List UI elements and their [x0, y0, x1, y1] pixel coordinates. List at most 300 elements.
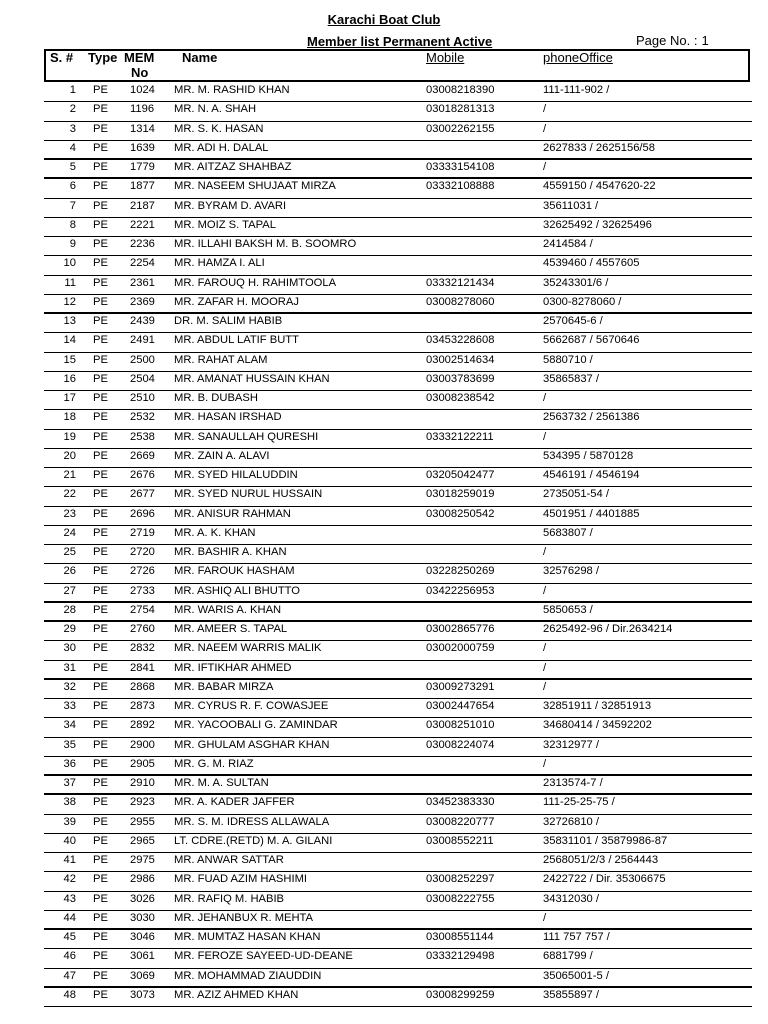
cell-serial-number: 48	[63, 988, 76, 1001]
cell-serial-number: 24	[63, 526, 76, 539]
cell-phone-office: 111-25-25-75 /	[543, 796, 615, 809]
cell-name: MR. A. K. KHAN	[174, 526, 256, 539]
table-row	[44, 584, 752, 603]
cell-serial-number: 31	[63, 661, 76, 674]
cell-member-number: 2923	[130, 796, 155, 809]
cell-phone-office: 2627833 / 2625156/58	[543, 141, 655, 154]
cell-member-number: 2910	[130, 777, 155, 789]
cell-member-number: 2905	[130, 757, 155, 770]
cell-member-number: 2532	[130, 411, 155, 424]
column-header-mem: MEM	[124, 50, 155, 65]
cell-phone-office: 32576298 /	[543, 565, 599, 578]
cell-serial-number: 26	[63, 565, 76, 578]
cell-type: PE	[93, 161, 108, 173]
cell-serial-number: 39	[63, 815, 76, 828]
cell-phone-office: 32312977 /	[543, 738, 599, 751]
cell-serial-number: 1	[69, 84, 76, 96]
cell-member-number: 2873	[130, 700, 155, 712]
cell-name: MR. NAEEM WARRIS MALIK	[174, 642, 322, 655]
cell-type: PE	[93, 931, 108, 943]
table-row	[44, 911, 752, 930]
table-row	[44, 410, 752, 429]
cell-type: PE	[93, 392, 108, 404]
cell-member-number: 1196	[130, 103, 155, 116]
cell-mobile: 03008220777	[426, 815, 495, 828]
cell-member-number: 2733	[130, 584, 155, 597]
cell-phone-office: 111-111-902 /	[543, 84, 610, 96]
cell-phone-office: /	[543, 546, 547, 558]
table-row	[44, 853, 752, 872]
cell-mobile: 03008552211	[426, 834, 494, 847]
cell-mobile: 03008278060	[426, 295, 495, 308]
cell-phone-office: /	[543, 680, 547, 693]
cell-phone-office: 4501951 / 4401885	[543, 507, 640, 520]
cell-phone-office: 32625492 / 32625496	[543, 218, 652, 231]
cell-member-number: 2986	[130, 873, 155, 886]
cell-phone-office: 0300-8278060 /	[543, 295, 622, 308]
cell-phone-office: 2570645-6 /	[543, 315, 603, 327]
table-row	[44, 507, 752, 526]
cell-serial-number: 38	[63, 796, 76, 809]
cell-type: PE	[93, 988, 108, 1001]
table-row	[44, 969, 752, 988]
cell-phone-office: 32726810 /	[543, 815, 599, 828]
cell-serial-number: 2	[69, 103, 76, 116]
cell-type: PE	[93, 180, 108, 193]
cell-name: MR. HAMZA I. ALI	[174, 257, 265, 270]
cell-serial-number: 45	[63, 931, 76, 943]
cell-phone-office: 2735051-54 /	[543, 488, 609, 501]
table-row	[44, 256, 752, 275]
table-row	[44, 102, 752, 121]
cell-type: PE	[93, 526, 108, 539]
cell-serial-number: 13	[63, 315, 76, 327]
cell-name: MR. M. RASHID KHAN	[174, 84, 290, 96]
cell-phone-office: /	[543, 103, 547, 116]
cell-member-number: 3030	[130, 911, 155, 924]
cell-name: MR. SYED NURUL HUSSAIN	[174, 488, 323, 501]
table-row	[44, 738, 752, 757]
cell-type: PE	[93, 738, 108, 751]
cell-name: MR. ABDUL LATIF BUTT	[174, 334, 299, 347]
cell-type: PE	[93, 603, 108, 616]
table-row	[44, 622, 752, 641]
cell-member-number: 2676	[130, 469, 155, 481]
column-header-type: Type	[88, 50, 118, 65]
cell-member-number: 3069	[130, 969, 155, 982]
cell-member-number: 2720	[130, 546, 155, 558]
cell-mobile: 03008222755	[426, 892, 495, 905]
cell-type: PE	[93, 777, 108, 789]
cell-serial-number: 15	[63, 353, 76, 366]
cell-phone-office: 6881799 /	[543, 950, 593, 963]
cell-name: MR. S. K. HASAN	[174, 122, 264, 135]
cell-serial-number: 29	[63, 623, 76, 635]
cell-mobile: 03205042477	[426, 469, 495, 481]
cell-type: PE	[93, 122, 108, 135]
cell-name: MR. FAROUQ H. RAHIMTOOLA	[174, 276, 337, 289]
table-row	[44, 333, 752, 352]
cell-type: PE	[93, 218, 108, 231]
cell-phone-office: 111 757 757 /	[543, 931, 610, 943]
cell-member-number: 3073	[130, 988, 155, 1001]
cell-mobile: 03228250269	[426, 565, 495, 578]
table-row	[44, 603, 752, 622]
cell-name: MR. ZAFAR H. MOORAJ	[174, 295, 299, 308]
cell-type: PE	[93, 372, 108, 385]
page-number: 1	[701, 33, 709, 48]
cell-mobile: 03002262155	[426, 122, 495, 135]
table-row	[44, 526, 752, 545]
table-row	[44, 487, 752, 506]
cell-mobile: 03002447654	[426, 700, 495, 712]
cell-type: PE	[93, 757, 108, 770]
column-header-mem-no: No	[131, 65, 149, 80]
cell-member-number: 3061	[130, 950, 155, 963]
cell-type: PE	[93, 584, 108, 597]
cell-member-number: 2439	[130, 315, 155, 327]
table-row	[44, 218, 752, 237]
cell-member-number: 1024	[130, 84, 155, 96]
cell-member-number: 1314	[130, 122, 155, 135]
cell-type: PE	[93, 796, 108, 809]
cell-name: MR. MOIZ S. TAPAL	[174, 218, 276, 231]
cell-serial-number: 16	[63, 372, 76, 385]
cell-mobile: 03008224074	[426, 738, 495, 751]
cell-member-number: 1779	[130, 161, 155, 173]
table-row	[44, 564, 752, 583]
cell-type: PE	[93, 507, 108, 520]
cell-member-number: 2510	[130, 392, 155, 404]
cell-phone-office: /	[543, 584, 547, 597]
cell-name: MR. G. M. RIAZ	[174, 757, 254, 770]
cell-type: PE	[93, 276, 108, 289]
table-row	[44, 314, 752, 333]
cell-serial-number: 4	[69, 141, 76, 154]
cell-mobile: 03332108888	[426, 180, 495, 193]
cell-phone-office: 2625492-96 / Dir.2634214	[543, 623, 673, 635]
cell-member-number: 2726	[130, 565, 155, 578]
cell-mobile: 03018281313	[426, 103, 495, 116]
cell-member-number: 2369	[130, 295, 155, 308]
table-row	[44, 545, 752, 564]
column-header-sn: S. #	[50, 50, 74, 65]
cell-serial-number: 40	[63, 834, 76, 847]
cell-serial-number: 18	[63, 411, 76, 424]
column-header-phone-office: phoneOffice	[543, 50, 613, 65]
cell-mobile: 03008238542	[426, 392, 495, 404]
cell-member-number: 2696	[130, 507, 155, 520]
table-row	[44, 776, 752, 795]
cell-serial-number: 47	[63, 969, 76, 982]
cell-member-number: 2760	[130, 623, 155, 635]
cell-serial-number: 46	[63, 950, 76, 963]
cell-name: MR. ILLAHI BAKSH M. B. SOOMRO	[174, 238, 357, 250]
table-row	[44, 718, 752, 737]
cell-name: MR. AZIZ AHMED KHAN	[174, 988, 299, 1001]
table-row	[44, 795, 752, 814]
cell-mobile: 03002865776	[426, 623, 495, 635]
cell-member-number: 2504	[130, 372, 155, 385]
cell-member-number: 1639	[130, 141, 155, 154]
cell-name: MR. MOHAMMAD ZIAUDDIN	[174, 969, 322, 982]
cell-phone-office: 5880710 /	[543, 353, 593, 366]
cell-mobile: 03002514634	[426, 353, 495, 366]
cell-type: PE	[93, 257, 108, 270]
cell-type: PE	[93, 680, 108, 693]
cell-name: MR. RAHAT ALAM	[174, 353, 268, 366]
cell-member-number: 2361	[130, 276, 155, 289]
table-row	[44, 199, 752, 218]
cell-serial-number: 7	[69, 199, 76, 212]
table-row	[44, 661, 752, 680]
cell-serial-number: 23	[63, 507, 76, 520]
cell-type: PE	[93, 642, 108, 655]
cell-phone-office: 34312030 /	[543, 892, 599, 905]
cell-serial-number: 21	[63, 469, 76, 481]
table-row	[44, 353, 752, 372]
cell-phone-office: 5850653 /	[543, 603, 593, 616]
cell-name: MR. S. M. IDRESS ALLAWALA	[174, 815, 330, 828]
cell-name: MR. RAFIQ M. HABIB	[174, 892, 285, 905]
table-row	[44, 276, 752, 295]
cell-type: PE	[93, 892, 108, 905]
cell-serial-number: 8	[69, 218, 76, 231]
cell-mobile: 03018259019	[426, 488, 495, 501]
cell-phone-office: /	[543, 161, 547, 173]
cell-member-number: 3046	[130, 931, 155, 943]
cell-name: MR. A. KADER JAFFER	[174, 796, 295, 809]
cell-phone-office: 2568051/2/3 / 2564443	[543, 854, 659, 866]
table-row	[44, 295, 752, 314]
cell-phone-office: 35065001-5 /	[543, 969, 609, 982]
cell-phone-office: 4539460 / 4557605	[543, 257, 640, 270]
cell-mobile: 03452383330	[426, 796, 495, 809]
table-row	[44, 83, 752, 102]
page-number-label	[636, 33, 709, 48]
cell-member-number: 2900	[130, 738, 155, 751]
cell-serial-number: 44	[63, 911, 76, 924]
cell-type: PE	[93, 430, 108, 443]
cell-phone-office: 534395 / 5870128	[543, 449, 634, 462]
cell-type: PE	[93, 199, 108, 212]
cell-serial-number: 32	[63, 680, 76, 693]
table-row	[44, 892, 752, 911]
cell-type: PE	[93, 834, 108, 847]
cell-name: MR. GHULAM ASGHAR KHAN	[174, 738, 330, 751]
cell-mobile: 03008551144	[426, 931, 494, 943]
cell-member-number: 2221	[130, 218, 155, 231]
cell-phone-office: 4546191 / 4546194	[543, 469, 640, 481]
cell-name: MR. ZAIN A. ALAVI	[174, 449, 270, 462]
table-row	[44, 699, 752, 718]
cell-serial-number: 12	[63, 295, 76, 308]
cell-name: MR. SYED HILALUDDIN	[174, 469, 298, 481]
cell-phone-office: 4559150 / 4547620-22	[543, 180, 656, 193]
cell-member-number: 2965	[130, 834, 155, 847]
cell-type: PE	[93, 238, 108, 250]
cell-name: MR. B. DUBASH	[174, 392, 258, 404]
cell-member-number: 1877	[130, 180, 155, 193]
cell-member-number: 2754	[130, 603, 155, 616]
cell-type: PE	[93, 353, 108, 366]
table-row	[44, 141, 752, 160]
cell-type: PE	[93, 950, 108, 963]
cell-phone-office: /	[543, 642, 547, 655]
cell-name: MR. IFTIKHAR AHMED	[174, 661, 292, 674]
cell-phone-office: /	[543, 430, 547, 443]
cell-member-number: 2500	[130, 353, 155, 366]
cell-phone-office: 32851911 / 32851913	[543, 700, 652, 712]
member-table-body	[44, 83, 752, 1007]
table-row	[44, 160, 752, 179]
cell-member-number: 2975	[130, 854, 155, 866]
cell-type: PE	[93, 815, 108, 828]
table-row	[44, 757, 752, 776]
cell-phone-office: /	[543, 392, 547, 404]
cell-name: MR. ANWAR SATTAR	[174, 854, 284, 866]
cell-phone-office: 34680414 / 34592202	[543, 719, 652, 732]
table-row	[44, 391, 752, 410]
cell-phone-office: 35831101 / 35879986-87	[543, 834, 668, 847]
cell-serial-number: 9	[69, 238, 76, 250]
document-subtitle: Member list Permanent Active	[307, 34, 493, 49]
cell-name: MR. SANAULLAH QURESHI	[174, 430, 319, 443]
cell-type: PE	[93, 315, 108, 327]
cell-name: MR. NASEEM SHUJAAT MIRZA	[174, 180, 336, 193]
cell-mobile: 03332129498	[426, 950, 495, 963]
cell-type: PE	[93, 469, 108, 481]
cell-name: MR. ADI H. DALAL	[174, 141, 269, 154]
cell-name: MR. BYRAM D. AVARI	[174, 199, 287, 212]
cell-serial-number: 43	[63, 892, 76, 905]
cell-mobile: 03008252297	[426, 873, 495, 886]
cell-type: PE	[93, 334, 108, 347]
cell-serial-number: 11	[64, 276, 76, 289]
cell-type: PE	[93, 661, 108, 674]
cell-member-number: 2719	[130, 526, 155, 539]
table-row	[44, 930, 752, 949]
cell-serial-number: 17	[63, 392, 76, 404]
cell-type: PE	[93, 700, 108, 712]
cell-serial-number: 35	[63, 738, 76, 751]
cell-type: PE	[93, 411, 108, 424]
cell-type: PE	[93, 969, 108, 982]
cell-member-number: 2236	[130, 238, 155, 250]
cell-member-number: 2841	[130, 661, 155, 674]
cell-name: MR. AMEER S. TAPAL	[174, 623, 288, 635]
cell-type: PE	[93, 546, 108, 558]
cell-member-number: 2868	[130, 680, 155, 693]
cell-type: PE	[93, 873, 108, 886]
cell-phone-office: /	[543, 757, 547, 770]
cell-mobile: 03008251010	[426, 719, 495, 732]
cell-member-number: 2491	[130, 334, 155, 347]
cell-name: MR. YACOOBALI G. ZAMINDAR	[174, 719, 338, 732]
cell-serial-number: 6	[69, 180, 76, 193]
cell-type: PE	[93, 488, 108, 501]
cell-name: MR. FUAD AZIM HASHIMI	[174, 873, 308, 886]
cell-phone-office: 35611031 /	[543, 199, 599, 212]
table-row	[44, 815, 752, 834]
cell-mobile: 03422256953	[426, 584, 495, 597]
cell-phone-office: 2313574-7 /	[543, 777, 603, 789]
table-row	[44, 988, 752, 1007]
cell-serial-number: 10	[63, 257, 76, 270]
cell-serial-number: 33	[63, 700, 76, 712]
cell-phone-office: 35243301/6 /	[543, 276, 609, 289]
table-row	[44, 122, 752, 141]
cell-name: MR. BASHIR A. KHAN	[174, 546, 287, 558]
column-header-name: Name	[182, 50, 218, 65]
cell-mobile: 03009273291	[426, 680, 495, 693]
cell-member-number: 2187	[130, 199, 155, 212]
cell-type: PE	[93, 854, 108, 866]
cell-serial-number: 20	[63, 449, 76, 462]
cell-serial-number: 42	[63, 873, 76, 886]
cell-member-number: 2892	[130, 719, 155, 732]
cell-phone-office: 2414584 /	[543, 238, 593, 250]
cell-name: DR. M. SALIM HABIB	[174, 315, 283, 327]
cell-name: MR. AMANAT HUSSAIN KHAN	[174, 372, 330, 385]
cell-name: MR. CYRUS R. F. COWASJEE	[174, 700, 329, 712]
cell-phone-office: 35865837 /	[543, 372, 599, 385]
cell-phone-office: 2422722 / Dir. 35306675	[543, 873, 666, 886]
table-row	[44, 237, 752, 256]
cell-phone-office: 35855897 /	[543, 988, 599, 1001]
cell-serial-number: 41	[63, 854, 76, 866]
cell-mobile: 03003783699	[426, 372, 495, 385]
cell-name: MR. WARIS A. KHAN	[174, 603, 282, 616]
cell-serial-number: 14	[63, 334, 76, 347]
cell-name: MR. M. A. SULTAN	[174, 777, 269, 789]
cell-type: PE	[93, 623, 108, 635]
cell-serial-number: 37	[63, 777, 76, 789]
cell-name: MR. JEHANBUX R. MEHTA	[174, 911, 314, 924]
table-row	[44, 468, 752, 487]
cell-name: MR. MUMTAZ HASAN KHAN	[174, 931, 321, 943]
cell-member-number: 2254	[130, 257, 155, 270]
cell-serial-number: 19	[63, 430, 76, 443]
table-row	[44, 179, 752, 198]
cell-mobile: 03008218390	[426, 84, 495, 96]
cell-name: MR. AITZAZ SHAHBAZ	[174, 161, 292, 173]
cell-type: PE	[93, 103, 108, 116]
cell-phone-office: /	[543, 911, 547, 924]
cell-mobile: 03332122211	[426, 430, 494, 443]
cell-serial-number: 22	[63, 488, 76, 501]
table-row	[44, 834, 752, 853]
table-row	[44, 680, 752, 699]
cell-type: PE	[93, 295, 108, 308]
cell-mobile: 03002000759	[426, 642, 495, 655]
cell-member-number: 3026	[130, 892, 155, 905]
cell-phone-office: 5662687 / 5670646	[543, 334, 640, 347]
cell-type: PE	[93, 449, 108, 462]
cell-phone-office: /	[543, 122, 547, 135]
document-title: Karachi Boat Club	[327, 12, 441, 27]
cell-name: MR. HASAN IRSHAD	[174, 411, 282, 424]
cell-serial-number: 27	[63, 584, 76, 597]
cell-phone-office: /	[543, 661, 547, 674]
cell-mobile: 03332121434	[426, 276, 495, 289]
cell-type: PE	[93, 565, 108, 578]
table-row	[44, 372, 752, 391]
cell-mobile: 03453228608	[426, 334, 495, 347]
cell-mobile: 03333154108	[426, 161, 495, 173]
table-row	[44, 872, 752, 891]
cell-type: PE	[93, 719, 108, 732]
